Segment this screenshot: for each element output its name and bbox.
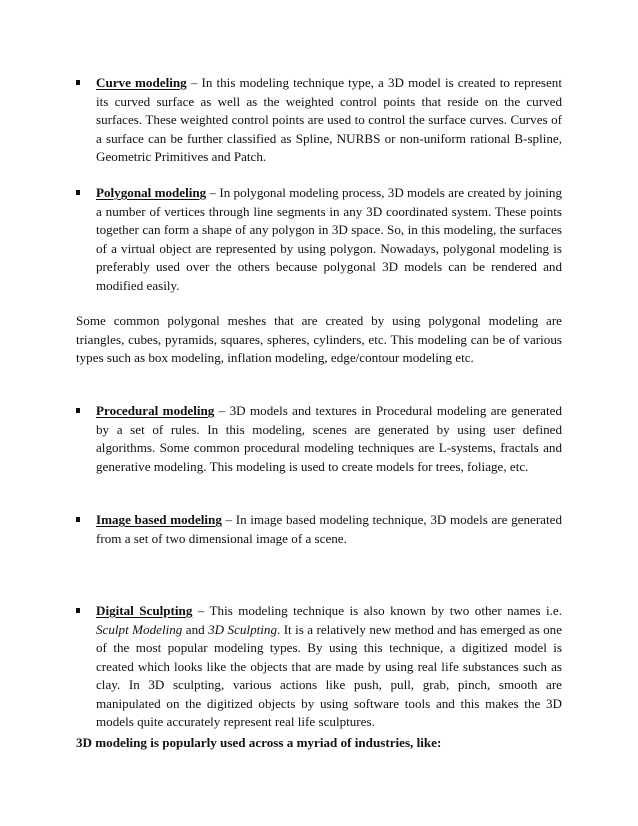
list-item-body: and [182,621,209,637]
list-item-procedural-modeling [76,402,562,476]
list-item-italic: 3D Sculpting [208,621,277,637]
list-item-text [96,511,562,548]
list-item-italic: Sculpt Modeling [96,621,183,637]
list-item-polygonal-modeling [76,184,562,295]
list-item-body: – This modeling technique is also known by two other names i.e. [192,603,562,618]
list-item-term: Polygonal modeling [96,185,207,200]
list-item-term: Digital Sculpting [96,603,193,618]
list-item-text [96,402,562,476]
closing-heading: 3D modeling is popularly used across a myriad of industries, like: [76,735,442,750]
list-item-body: – In image based modeling technique, 3D models are generated from a set of two dimensional image of a scene. [96,512,562,546]
list-item-digital-sculpting [76,602,562,732]
list-item-text [96,74,562,167]
list-item-curve-modeling [76,74,562,167]
list-item-body: – In polygonal modeling process, 3D models are created by joining a number of vertices through line segments in any 3D coordinated system. These points together can form a shape of any polygon in 3D space. So, in this modeling, the surfaces of a virtual object are represented by using polygon. Nowadays, polygonal modeling is preferably used over the others because polygonal 3D models can be rendered and modified easily. [96,185,562,293]
list-item-term: Procedural modeling [96,403,215,418]
list-item-term: Curve modeling [96,75,187,90]
body-paragraph: Some common polygonal meshes that are created by using polygonal modeling are triangles, cubes, pyramids, squares, spheres, cylinders, etc. This modeling can be of various types such as box modeling, inflation modeling, edge/contour modeling etc. [76,313,562,365]
list-item-body: . It is a relatively new method and has emerged as one of the most popular modeling types. By using this technique, a digitized model is created which looks like the objects that are made by using real life substances such as clay. In 3D sculpting, various actions like push, pull, grab, pinch, smooth are manipulated on the digitized objects by using software tools and this makes the 3D models quite accurately represent real life sculptures. [96,621,563,729]
list-item-text [96,184,562,295]
bullet-icon [76,608,80,613]
list-item-term: Image based modeling [96,512,222,527]
bullet-icon [76,190,80,195]
bullet-icon [76,80,80,85]
list-item-image-based-modeling [76,511,562,548]
list-item-body: – In this modeling technique type, a 3D model is created to represent its curved surface as well as the weighted control points that reside on the curved surfaces. These weighted control points are used to control the surface curves. Curves of a surface can be further classified as Spline, NURBS or non-uniform rational B-spline, Geometric Primitives and Patch. [96,75,562,164]
list-item-text [96,602,562,732]
bullet-icon [76,408,80,413]
bullet-icon [76,517,80,522]
list-item-body: – 3D models and textures in Procedural modeling are generated by a set of rules. In this modeling, scenes are generated by using user defined algorithms. Some common procedural modeling techniques are L-systems, fractals and generative modeling. This modeling is used to create models for trees, foliage, etc. [96,403,562,474]
